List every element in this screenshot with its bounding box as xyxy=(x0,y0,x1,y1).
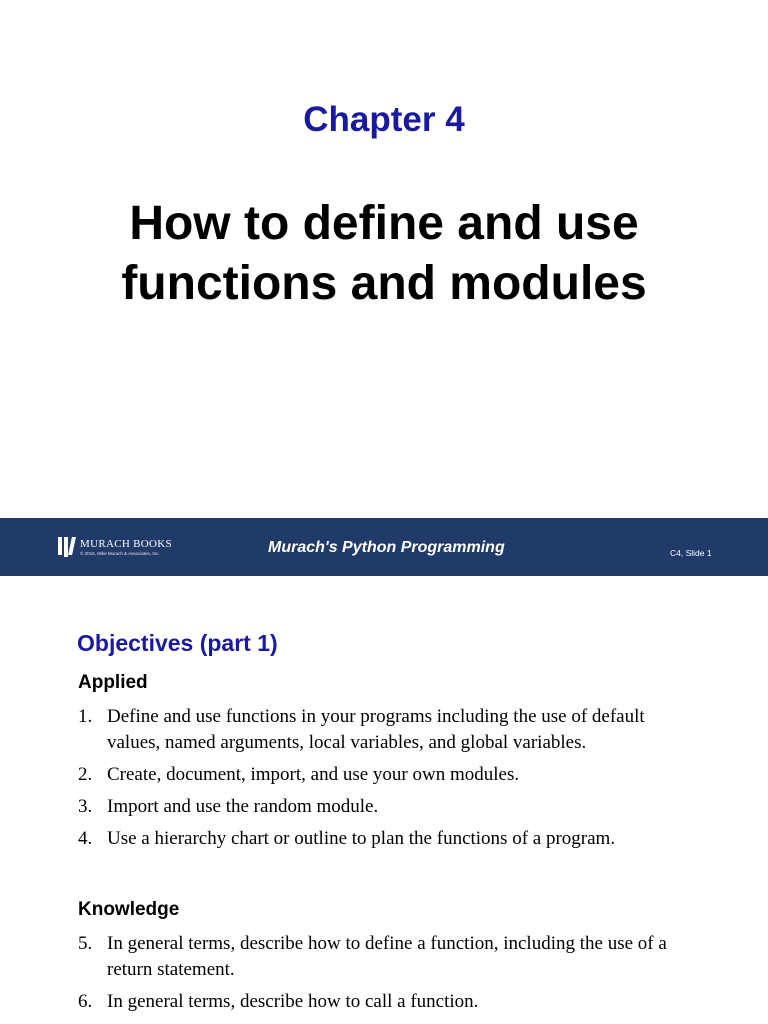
knowledge-heading: Knowledge xyxy=(78,899,180,920)
book-title: Murach's Python Programming xyxy=(268,539,505,556)
list-item: 6. In general terms, describe how to call a function. xyxy=(78,990,479,1012)
applied-list xyxy=(78,704,698,858)
list-item: 4. Use a hierarchy chart or outline to plan the functions of a program. xyxy=(78,827,616,849)
objectives-title: Objectives (part 1) xyxy=(77,630,278,656)
slide-title-line-2: functions and modules xyxy=(121,257,647,310)
slide-footer xyxy=(0,518,768,576)
slide-title xyxy=(0,194,768,314)
books-icon xyxy=(58,537,76,557)
list-item: 1. Define and use functions in your programs including the use of default values, named arguments, local variables, and global variables. xyxy=(78,706,645,753)
list-item: 2. Create, document, import, and use your own modules. xyxy=(78,763,520,785)
publisher-name: MURACH BOOKS xyxy=(80,538,172,550)
chapter-heading: Chapter 4 xyxy=(303,100,465,139)
copyright-text: © 2016, Mike Murach & Associates, Inc. xyxy=(80,551,160,556)
knowledge-list xyxy=(78,931,698,1021)
applied-heading: Applied xyxy=(78,672,148,693)
list-item: 5. In general terms, describe how to define a function, including the use of a return statement. xyxy=(78,933,667,980)
objectives-slide xyxy=(0,576,768,1024)
slide-number: C4, Slide 1 xyxy=(670,548,712,558)
slide-title-line-1: How to define and use xyxy=(129,197,639,250)
list-item: 3. Import and use the random module. xyxy=(78,795,379,817)
